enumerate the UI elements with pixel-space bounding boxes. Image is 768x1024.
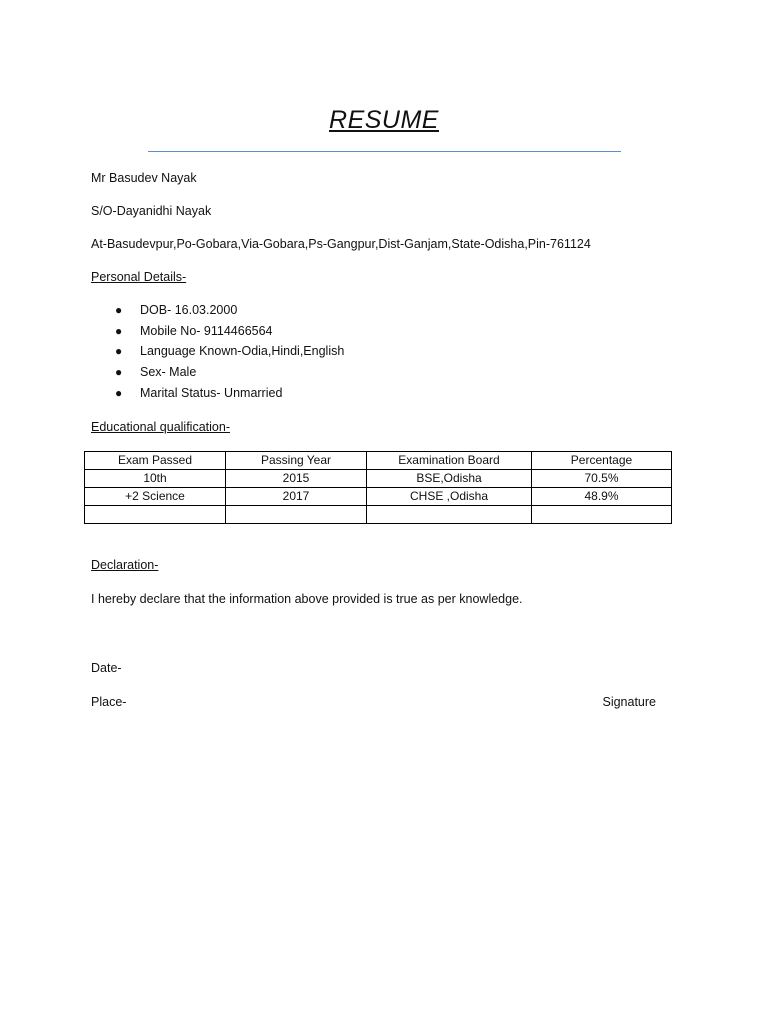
education-heading: Educational qualification- (91, 420, 230, 434)
table-cell: 70.5% (532, 470, 672, 488)
table-row (85, 488, 672, 506)
list-item (115, 365, 344, 386)
list-item (115, 386, 344, 407)
table-cell: +2 Science (85, 488, 226, 506)
table-cell (226, 506, 367, 524)
table-cell: 48.9% (532, 488, 672, 506)
language-text: Language Known-Odia,Hindi,English (140, 344, 345, 359)
applicant-address: At-Basudevpur,Po-Gobara,Via-Gobara,Ps-Gangpur,Dist-Ganjam,State-Odisha,Pin-761124 (91, 237, 591, 251)
applicant-name: Mr Basudev Nayak (91, 171, 197, 185)
table-cell (85, 506, 226, 524)
list-item (115, 344, 344, 365)
personal-details-heading: Personal Details- (91, 270, 187, 284)
column-header: Passing Year (226, 452, 367, 470)
dob-text: DOB- 16.03.2000 (140, 303, 238, 317)
table-header-row (85, 452, 672, 470)
table-row (85, 506, 672, 524)
table-row (85, 470, 672, 488)
table-cell (367, 506, 532, 524)
table-cell: 10th (85, 470, 226, 488)
sex-text: Sex- Male (140, 365, 197, 380)
education-table (84, 451, 672, 524)
table-cell: 2017 (226, 488, 367, 506)
table-cell: 2015 (226, 470, 367, 488)
table-cell (532, 506, 672, 524)
bullet-icon: ● (115, 344, 123, 359)
list-item (115, 303, 344, 324)
signature-label: Signature (602, 695, 656, 709)
column-header: Exam Passed (85, 452, 226, 470)
list-item (115, 324, 344, 345)
bullet-icon: ● (115, 365, 123, 380)
date-label: Date- (91, 661, 122, 675)
applicant-parent: S/O-Dayanidhi Nayak (91, 204, 212, 218)
bullet-icon: ● (115, 385, 123, 400)
personal-details-list (115, 303, 344, 406)
mobile-text: Mobile No- 9114466564 (140, 323, 273, 338)
table-cell: BSE,Odisha (367, 470, 532, 488)
resume-title: RESUME (329, 106, 439, 134)
column-header: Percentage (532, 452, 672, 470)
bullet-icon: ● (115, 323, 123, 338)
declaration-heading: Declaration- (91, 558, 159, 572)
place-label: Place- (91, 695, 127, 709)
bullet-icon: ● (115, 303, 123, 317)
column-header: Examination Board (367, 452, 532, 470)
title-divider (148, 151, 621, 152)
table-cell: CHSE ,Odisha (367, 488, 532, 506)
declaration-text: I hereby declare that the information above provided is true as per knowledge. (91, 592, 523, 606)
marital-status-text: Marital Status- Unmarried (140, 385, 283, 400)
